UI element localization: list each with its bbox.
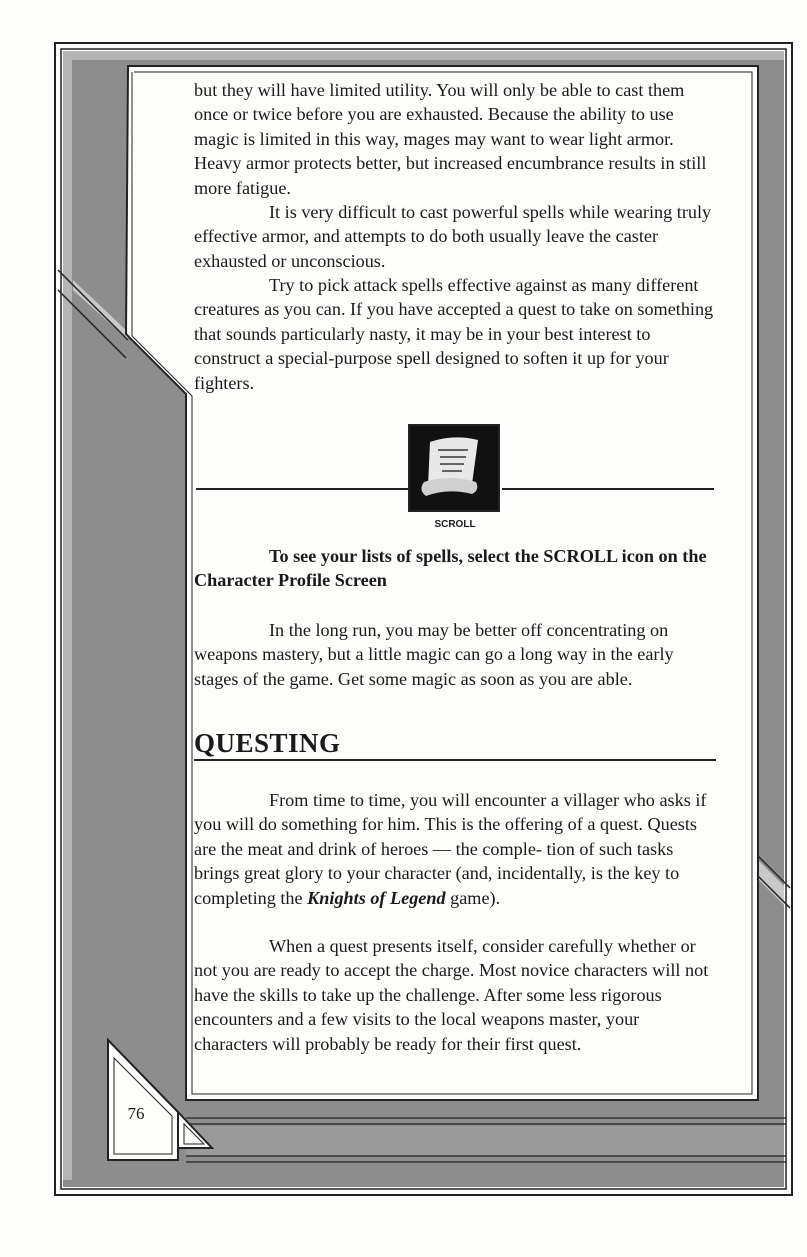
icon-divider-left (196, 488, 409, 490)
game-title: Knights of Legend (307, 887, 446, 908)
paragraph-quest-offer (194, 788, 714, 910)
section-heading: QUESTING (194, 728, 341, 758)
section-heading-rule (194, 759, 716, 761)
icon-divider-right (502, 488, 714, 490)
quest-text-end: game). (445, 887, 501, 908)
page-number: 76 (127, 1104, 145, 1123)
paragraph-attack-spells: Try to pick attack spells effective against as many different creatures as you can. If you have accepted a quest to take on something that sounds particularly nasty, it may be in your best interest to construct a special-purpose spell designed to soften it up for your fighters. (194, 275, 714, 393)
paragraph-quest-ready: When a quest presents itself, consider carefully whether or not you are ready to accept the charge. Most novice characters will not have the skills to take up the challenge. After some less rigorous encounters and a few visits to the local weapons master, your characters will probably be ready for their first quest. (194, 936, 709, 1054)
paragraph-magic: In the long run, you may be better off concentrating on weapons mastery, but a little magic can go a long way in the early stages of the game. Get some magic as soon as you are able. (194, 620, 674, 689)
paragraph-armor: but they will have limited utility. You will only be able to cast them once or twice before you are exhausted. Because the ability to use magic is limited in this way, mages may want to wear light armor. Heavy armor protects better, but increased encumbrance results in still more fatigue. (194, 80, 707, 198)
scroll-icon (408, 424, 500, 512)
quest-text-start: From time to time, you will encounter a villager who asks if you will do something for him. This is the offering of a quest. Quests are the meat and drink of heroes — the comple- tion of such tasks brings great glory to your character (and, incidentally, is the key to completing the (194, 790, 707, 908)
scroll-icon-caption: SCROLL (434, 519, 476, 530)
paragraph-powerful-spells: It is very difficult to cast powerful spells while wearing truly effective armor, and attempts to do both usually leave the caster exhausted or unconscious. (194, 202, 712, 271)
instruction-text: To see your lists of spells, select the SCROLL icon on the Character Profile Screen (194, 546, 707, 591)
